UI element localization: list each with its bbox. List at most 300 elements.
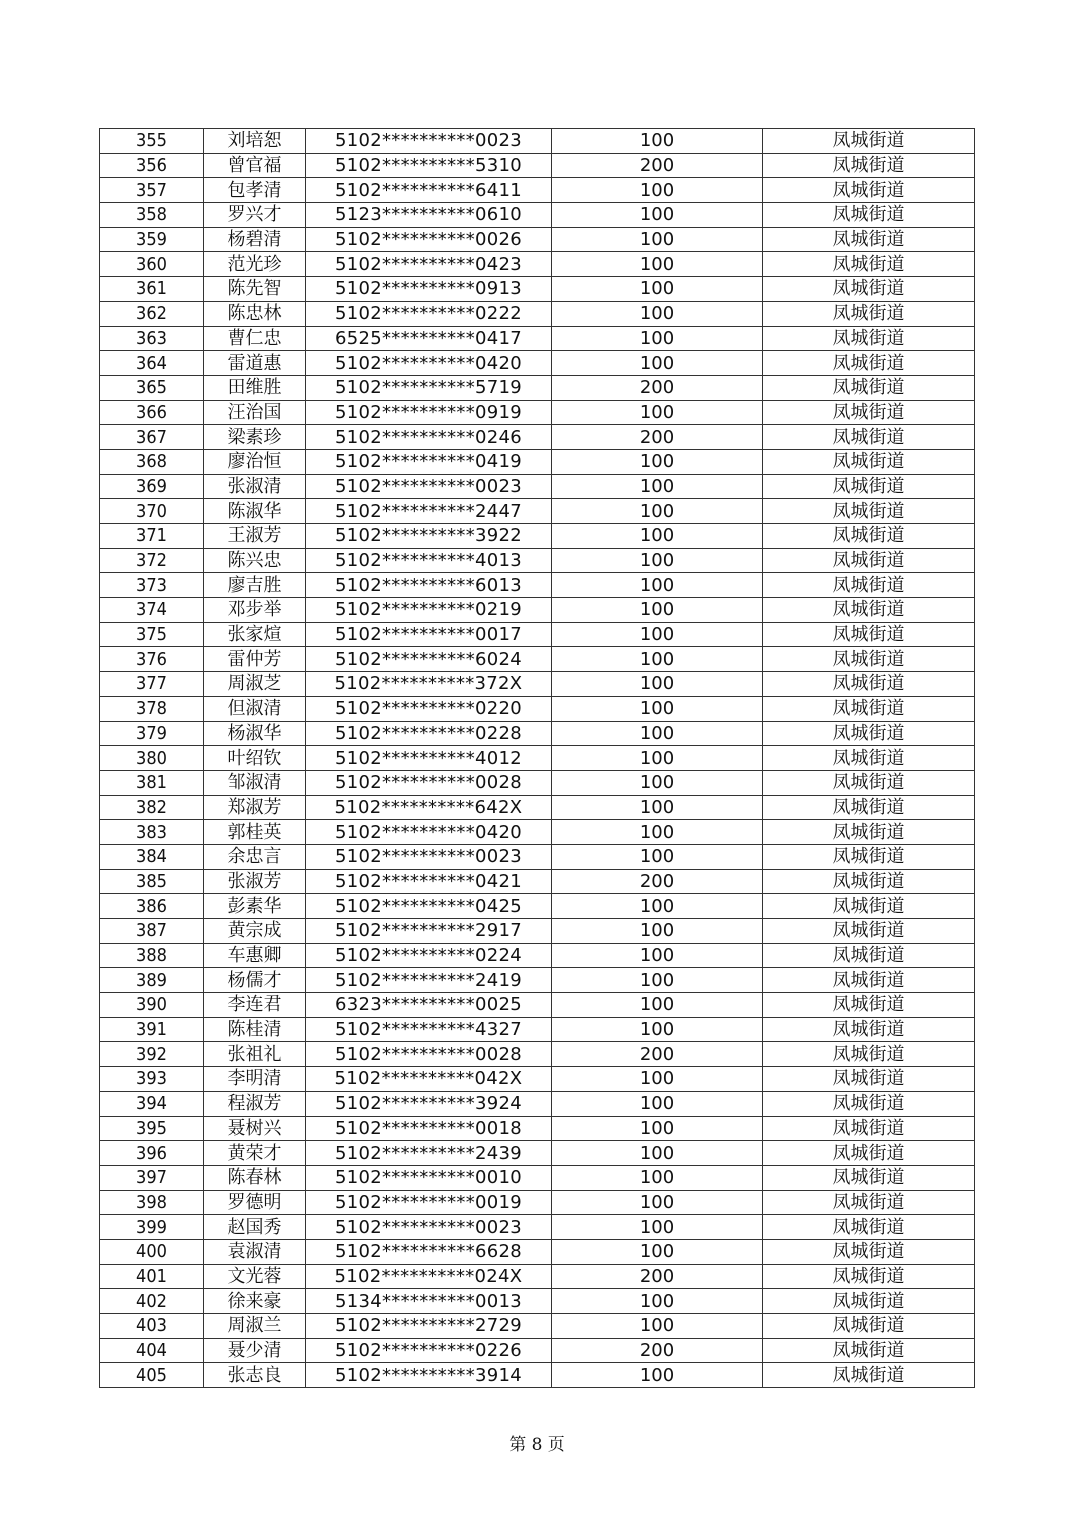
id-number-cell: 5102**********0026	[306, 227, 552, 252]
subdistrict-cell: 凤城街道	[763, 721, 975, 746]
amount-cell: 100	[552, 1363, 763, 1388]
row-number-cell: 384	[100, 844, 204, 869]
amount-cell: 100	[552, 474, 763, 499]
subdistrict-cell: 凤城街道	[763, 696, 975, 721]
table-row	[100, 943, 975, 968]
row-number-cell: 397	[100, 1165, 204, 1190]
table-row	[100, 203, 975, 228]
row-number-cell: 403	[100, 1314, 204, 1339]
table-row	[100, 277, 975, 302]
name-cell: 郑淑芳	[204, 795, 306, 820]
row-number-cell: 358	[100, 203, 204, 228]
id-number-cell: 5102**********5719	[306, 375, 552, 400]
id-number-cell: 5102**********0023	[306, 844, 552, 869]
id-number-cell: 5102**********0010	[306, 1165, 552, 1190]
id-number-cell: 5102**********3924	[306, 1091, 552, 1116]
id-number-cell: 5102**********0421	[306, 869, 552, 894]
subdistrict-cell: 凤城街道	[763, 1289, 975, 1314]
id-number-cell: 5102**********642X	[306, 795, 552, 820]
row-number-cell: 357	[100, 178, 204, 203]
table-row	[100, 993, 975, 1018]
id-number-cell: 5102**********6013	[306, 573, 552, 598]
amount-cell: 100	[552, 844, 763, 869]
id-number-cell: 5102**********4013	[306, 548, 552, 573]
table-row	[100, 400, 975, 425]
row-number-cell: 367	[100, 425, 204, 450]
amount-cell: 100	[552, 943, 763, 968]
subdistrict-cell: 凤城街道	[763, 1363, 975, 1388]
amount-cell: 100	[552, 1017, 763, 1042]
row-number-cell: 388	[100, 943, 204, 968]
amount-cell: 200	[552, 1264, 763, 1289]
subdistrict-cell: 凤城街道	[763, 1264, 975, 1289]
amount-cell: 100	[552, 1067, 763, 1092]
table-row	[100, 795, 975, 820]
table-row	[100, 919, 975, 944]
table-row	[100, 1215, 975, 1240]
row-number-cell: 371	[100, 524, 204, 549]
row-number-cell: 373	[100, 573, 204, 598]
id-number-cell: 5102**********0220	[306, 696, 552, 721]
table-row	[100, 1264, 975, 1289]
amount-cell: 100	[552, 524, 763, 549]
subdistrict-cell: 凤城街道	[763, 993, 975, 1018]
amount-cell: 100	[552, 1165, 763, 1190]
table-row	[100, 820, 975, 845]
id-number-cell: 5102**********0028	[306, 1042, 552, 1067]
amount-cell: 100	[552, 622, 763, 647]
name-cell: 罗兴才	[204, 203, 306, 228]
amount-cell: 200	[552, 153, 763, 178]
id-number-cell: 5102**********4012	[306, 746, 552, 771]
name-cell: 雷道惠	[204, 351, 306, 376]
name-cell: 张淑芳	[204, 869, 306, 894]
id-number-cell: 5102**********2447	[306, 499, 552, 524]
name-cell: 陈春林	[204, 1165, 306, 1190]
table-row	[100, 227, 975, 252]
amount-cell: 100	[552, 277, 763, 302]
subdistrict-cell: 凤城街道	[763, 844, 975, 869]
subdistrict-cell: 凤城街道	[763, 919, 975, 944]
row-number-cell: 387	[100, 919, 204, 944]
table-row	[100, 1141, 975, 1166]
id-number-cell: 5102**********2439	[306, 1141, 552, 1166]
row-number-cell: 404	[100, 1338, 204, 1363]
subdistrict-cell: 凤城街道	[763, 968, 975, 993]
row-number-cell: 369	[100, 474, 204, 499]
subdistrict-cell: 凤城街道	[763, 1190, 975, 1215]
id-number-cell: 5102**********2729	[306, 1314, 552, 1339]
table-row	[100, 499, 975, 524]
subdistrict-cell: 凤城街道	[763, 178, 975, 203]
table-row	[100, 1017, 975, 1042]
row-number-cell: 402	[100, 1289, 204, 1314]
subdistrict-cell: 凤城街道	[763, 499, 975, 524]
amount-cell: 100	[552, 573, 763, 598]
table-row	[100, 449, 975, 474]
row-number-cell: 389	[100, 968, 204, 993]
subdistrict-cell: 凤城街道	[763, 1042, 975, 1067]
row-number-cell: 361	[100, 277, 204, 302]
id-number-cell: 5102**********0425	[306, 894, 552, 919]
row-number-cell: 366	[100, 400, 204, 425]
name-cell: 徐来豪	[204, 1289, 306, 1314]
amount-cell: 100	[552, 1314, 763, 1339]
subdistrict-cell: 凤城街道	[763, 203, 975, 228]
table-row	[100, 1165, 975, 1190]
subdistrict-cell: 凤城街道	[763, 1067, 975, 1092]
row-number-cell: 396	[100, 1141, 204, 1166]
table-row	[100, 770, 975, 795]
name-cell: 聂少清	[204, 1338, 306, 1363]
id-number-cell: 5102**********0420	[306, 820, 552, 845]
id-number-cell: 5102**********0219	[306, 598, 552, 623]
name-cell: 曾官福	[204, 153, 306, 178]
table-row	[100, 252, 975, 277]
table-row	[100, 672, 975, 697]
id-number-cell: 6525**********0417	[306, 326, 552, 351]
id-number-cell: 5102**********0028	[306, 770, 552, 795]
name-cell: 但淑清	[204, 696, 306, 721]
name-cell: 张志良	[204, 1363, 306, 1388]
id-number-cell: 5102**********0919	[306, 400, 552, 425]
table-row	[100, 1314, 975, 1339]
row-number-cell: 374	[100, 598, 204, 623]
subdistrict-cell: 凤城街道	[763, 1116, 975, 1141]
amount-cell: 100	[552, 1289, 763, 1314]
row-number-cell: 405	[100, 1363, 204, 1388]
subdistrict-cell: 凤城街道	[763, 252, 975, 277]
subdistrict-cell: 凤城街道	[763, 425, 975, 450]
row-number-cell: 398	[100, 1190, 204, 1215]
table-row	[100, 425, 975, 450]
row-number-cell: 375	[100, 622, 204, 647]
row-number-cell: 393	[100, 1067, 204, 1092]
subdistrict-cell: 凤城街道	[763, 129, 975, 154]
amount-cell: 100	[552, 795, 763, 820]
table-row	[100, 548, 975, 573]
amount-cell: 200	[552, 1042, 763, 1067]
amount-cell: 100	[552, 647, 763, 672]
row-number-cell: 381	[100, 770, 204, 795]
table-row	[100, 1338, 975, 1363]
name-cell: 罗德明	[204, 1190, 306, 1215]
roster-table	[99, 128, 975, 1388]
table-row	[100, 721, 975, 746]
table-row	[100, 573, 975, 598]
table-row	[100, 844, 975, 869]
row-number-cell: 365	[100, 375, 204, 400]
row-number-cell: 399	[100, 1215, 204, 1240]
id-number-cell: 5102**********0224	[306, 943, 552, 968]
table-row	[100, 1091, 975, 1116]
name-cell: 杨儒才	[204, 968, 306, 993]
name-cell: 张祖礼	[204, 1042, 306, 1067]
subdistrict-cell: 凤城街道	[763, 1091, 975, 1116]
id-number-cell: 5102**********2917	[306, 919, 552, 944]
table-row	[100, 968, 975, 993]
row-number-cell: 392	[100, 1042, 204, 1067]
row-number-cell: 364	[100, 351, 204, 376]
name-cell: 周淑兰	[204, 1314, 306, 1339]
amount-cell: 100	[552, 721, 763, 746]
amount-cell: 100	[552, 820, 763, 845]
amount-cell: 100	[552, 993, 763, 1018]
table-row	[100, 1363, 975, 1388]
table-row	[100, 178, 975, 203]
id-number-cell: 5134**********0013	[306, 1289, 552, 1314]
amount-cell: 100	[552, 1116, 763, 1141]
amount-cell: 100	[552, 598, 763, 623]
amount-cell: 100	[552, 548, 763, 573]
table-row	[100, 869, 975, 894]
table-row	[100, 351, 975, 376]
subdistrict-cell: 凤城街道	[763, 672, 975, 697]
subdistrict-cell: 凤城街道	[763, 795, 975, 820]
name-cell: 袁淑清	[204, 1239, 306, 1264]
id-number-cell: 5102**********0913	[306, 277, 552, 302]
name-cell: 李明清	[204, 1067, 306, 1092]
subdistrict-cell: 凤城街道	[763, 326, 975, 351]
row-number-cell: 379	[100, 721, 204, 746]
name-cell: 黄荣才	[204, 1141, 306, 1166]
subdistrict-cell: 凤城街道	[763, 820, 975, 845]
name-cell: 曹仁忠	[204, 326, 306, 351]
amount-cell: 100	[552, 672, 763, 697]
table-row	[100, 474, 975, 499]
name-cell: 陈先智	[204, 277, 306, 302]
table-row	[100, 746, 975, 771]
id-number-cell: 5102**********0023	[306, 474, 552, 499]
table-row	[100, 1042, 975, 1067]
amount-cell: 200	[552, 425, 763, 450]
name-cell: 文光蓉	[204, 1264, 306, 1289]
row-number-cell: 386	[100, 894, 204, 919]
subdistrict-cell: 凤城街道	[763, 1215, 975, 1240]
subdistrict-cell: 凤城街道	[763, 548, 975, 573]
row-number-cell: 372	[100, 548, 204, 573]
id-number-cell: 5102**********6628	[306, 1239, 552, 1264]
row-number-cell: 376	[100, 647, 204, 672]
row-number-cell: 391	[100, 1017, 204, 1042]
id-number-cell: 5102**********2419	[306, 968, 552, 993]
subdistrict-cell: 凤城街道	[763, 524, 975, 549]
amount-cell: 100	[552, 894, 763, 919]
row-number-cell: 363	[100, 326, 204, 351]
table-row	[100, 129, 975, 154]
name-cell: 邹淑清	[204, 770, 306, 795]
id-number-cell: 5102**********3914	[306, 1363, 552, 1388]
table-row	[100, 1289, 975, 1314]
id-number-cell: 5102**********6411	[306, 178, 552, 203]
name-cell: 邓步举	[204, 598, 306, 623]
name-cell: 陈淑华	[204, 499, 306, 524]
subdistrict-cell: 凤城街道	[763, 400, 975, 425]
name-cell: 赵国秀	[204, 1215, 306, 1240]
id-number-cell: 5102**********0246	[306, 425, 552, 450]
id-number-cell: 5102**********0228	[306, 721, 552, 746]
amount-cell: 100	[552, 351, 763, 376]
subdistrict-cell: 凤城街道	[763, 1338, 975, 1363]
row-number-cell: 359	[100, 227, 204, 252]
amount-cell: 100	[552, 1091, 763, 1116]
amount-cell: 100	[552, 1190, 763, 1215]
subdistrict-cell: 凤城街道	[763, 277, 975, 302]
id-number-cell: 5102**********0023	[306, 129, 552, 154]
name-cell: 程淑芳	[204, 1091, 306, 1116]
amount-cell: 100	[552, 129, 763, 154]
amount-cell: 100	[552, 203, 763, 228]
subdistrict-cell: 凤城街道	[763, 375, 975, 400]
name-cell: 聂树兴	[204, 1116, 306, 1141]
id-number-cell: 5102**********0419	[306, 449, 552, 474]
id-number-cell: 5102**********4327	[306, 1017, 552, 1042]
id-number-cell: 5102**********0019	[306, 1190, 552, 1215]
name-cell: 陈兴忠	[204, 548, 306, 573]
amount-cell: 100	[552, 1239, 763, 1264]
name-cell: 陈忠林	[204, 301, 306, 326]
table-row	[100, 647, 975, 672]
name-cell: 叶绍钦	[204, 746, 306, 771]
subdistrict-cell: 凤城街道	[763, 598, 975, 623]
id-number-cell: 5102**********0222	[306, 301, 552, 326]
row-number-cell: 355	[100, 129, 204, 154]
name-cell: 田维胜	[204, 375, 306, 400]
table-row	[100, 1190, 975, 1215]
name-cell: 杨淑华	[204, 721, 306, 746]
amount-cell: 100	[552, 252, 763, 277]
subdistrict-cell: 凤城街道	[763, 770, 975, 795]
subdistrict-cell: 凤城街道	[763, 943, 975, 968]
amount-cell: 100	[552, 770, 763, 795]
amount-cell: 100	[552, 968, 763, 993]
row-number-cell: 385	[100, 869, 204, 894]
id-number-cell: 5102**********0017	[306, 622, 552, 647]
subdistrict-cell: 凤城街道	[763, 869, 975, 894]
name-cell: 杨碧清	[204, 227, 306, 252]
id-number-cell: 5102**********6024	[306, 647, 552, 672]
subdistrict-cell: 凤城街道	[763, 1165, 975, 1190]
name-cell: 车惠卿	[204, 943, 306, 968]
table-row	[100, 1239, 975, 1264]
id-number-cell: 5102**********0018	[306, 1116, 552, 1141]
subdistrict-cell: 凤城街道	[763, 1239, 975, 1264]
table-row	[100, 1116, 975, 1141]
page-number: 第 8 页	[509, 1435, 565, 1455]
name-cell: 余忠言	[204, 844, 306, 869]
table-row	[100, 326, 975, 351]
name-cell: 刘培恕	[204, 129, 306, 154]
name-cell: 梁素珍	[204, 425, 306, 450]
name-cell: 张家煊	[204, 622, 306, 647]
subdistrict-cell: 凤城街道	[763, 449, 975, 474]
row-number-cell: 370	[100, 499, 204, 524]
amount-cell: 100	[552, 178, 763, 203]
row-number-cell: 362	[100, 301, 204, 326]
amount-cell: 100	[552, 400, 763, 425]
table-row	[100, 153, 975, 178]
name-cell: 范光珍	[204, 252, 306, 277]
subdistrict-cell: 凤城街道	[763, 1017, 975, 1042]
subdistrict-cell: 凤城街道	[763, 153, 975, 178]
roster-table-body	[100, 129, 975, 1388]
id-number-cell: 5102**********3922	[306, 524, 552, 549]
amount-cell: 200	[552, 1338, 763, 1363]
name-cell: 黄宗成	[204, 919, 306, 944]
name-cell: 张淑清	[204, 474, 306, 499]
row-number-cell: 356	[100, 153, 204, 178]
table-row	[100, 598, 975, 623]
row-number-cell: 360	[100, 252, 204, 277]
amount-cell: 100	[552, 696, 763, 721]
id-number-cell: 5102**********042X	[306, 1067, 552, 1092]
subdistrict-cell: 凤城街道	[763, 351, 975, 376]
name-cell: 彭素华	[204, 894, 306, 919]
id-number-cell: 6323**********0025	[306, 993, 552, 1018]
name-cell: 廖治恒	[204, 449, 306, 474]
table-row	[100, 696, 975, 721]
subdistrict-cell: 凤城街道	[763, 1314, 975, 1339]
table-row	[100, 622, 975, 647]
subdistrict-cell: 凤城街道	[763, 573, 975, 598]
id-number-cell: 5102**********5310	[306, 153, 552, 178]
subdistrict-cell: 凤城街道	[763, 227, 975, 252]
row-number-cell: 368	[100, 449, 204, 474]
subdistrict-cell: 凤城街道	[763, 622, 975, 647]
subdistrict-cell: 凤城街道	[763, 647, 975, 672]
name-cell: 雷仲芳	[204, 647, 306, 672]
row-number-cell: 378	[100, 696, 204, 721]
table-row	[100, 301, 975, 326]
table-row	[100, 375, 975, 400]
row-number-cell: 395	[100, 1116, 204, 1141]
name-cell: 廖吉胜	[204, 573, 306, 598]
table-row	[100, 524, 975, 549]
amount-cell: 100	[552, 499, 763, 524]
amount-cell: 100	[552, 1141, 763, 1166]
amount-cell: 200	[552, 869, 763, 894]
row-number-cell: 382	[100, 795, 204, 820]
id-number-cell: 5102**********372X	[306, 672, 552, 697]
name-cell: 王淑芳	[204, 524, 306, 549]
name-cell: 陈桂清	[204, 1017, 306, 1042]
row-number-cell: 394	[100, 1091, 204, 1116]
id-number-cell: 5102**********024X	[306, 1264, 552, 1289]
amount-cell: 100	[552, 449, 763, 474]
row-number-cell: 390	[100, 993, 204, 1018]
row-number-cell: 377	[100, 672, 204, 697]
id-number-cell: 5123**********0610	[306, 203, 552, 228]
row-number-cell: 383	[100, 820, 204, 845]
name-cell: 包孝清	[204, 178, 306, 203]
name-cell: 李连君	[204, 993, 306, 1018]
name-cell: 周淑芝	[204, 672, 306, 697]
row-number-cell: 400	[100, 1239, 204, 1264]
subdistrict-cell: 凤城街道	[763, 746, 975, 771]
id-number-cell: 5102**********0420	[306, 351, 552, 376]
amount-cell: 200	[552, 375, 763, 400]
amount-cell: 100	[552, 301, 763, 326]
amount-cell: 100	[552, 746, 763, 771]
subdistrict-cell: 凤城街道	[763, 474, 975, 499]
id-number-cell: 5102**********0023	[306, 1215, 552, 1240]
subdistrict-cell: 凤城街道	[763, 301, 975, 326]
subdistrict-cell: 凤城街道	[763, 1141, 975, 1166]
row-number-cell: 380	[100, 746, 204, 771]
amount-cell: 100	[552, 227, 763, 252]
name-cell: 郭桂英	[204, 820, 306, 845]
subdistrict-cell: 凤城街道	[763, 894, 975, 919]
